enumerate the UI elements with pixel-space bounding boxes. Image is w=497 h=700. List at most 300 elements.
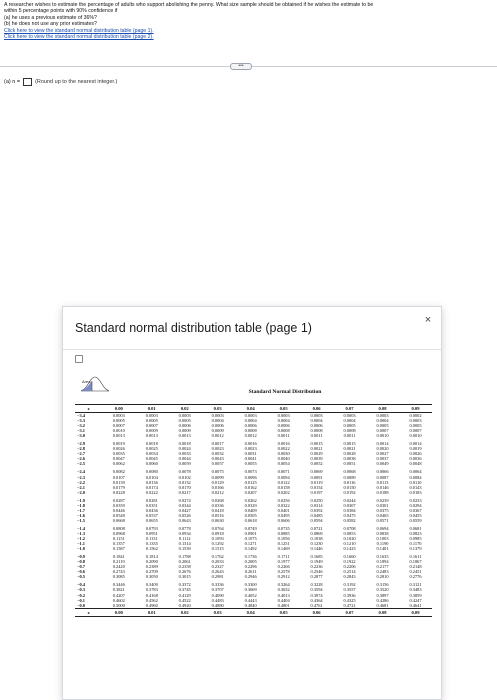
probability-cell: 0.0014 — [409, 441, 422, 447]
column-header: 0.07 — [333, 405, 366, 413]
probability-cell: 0.0002 — [409, 413, 422, 418]
probability-cell: 0.3520 — [376, 587, 389, 593]
probability-cell: 0.0016 — [277, 441, 290, 447]
probability-cell: 0.0359 — [112, 502, 125, 508]
probability-cell: 0.0217 — [178, 489, 191, 495]
probability-cell: 0.1587 — [112, 546, 125, 552]
question-line: within 5 percentage points with 90% confidence if — [4, 8, 118, 15]
probability-cell: 0.1711 — [277, 554, 290, 560]
table-row — [75, 438, 432, 446]
probability-cell: 0.0052 — [310, 461, 323, 467]
probability-cell: 0.0166 — [211, 484, 224, 490]
probability-cell: 0.0003 — [178, 413, 191, 418]
probability-cell: 0.0004 — [310, 418, 323, 424]
probability-cell: 0.0060 — [145, 461, 158, 467]
probability-cell: 0.4325 — [343, 597, 356, 603]
z-value-cell: −2.0 — [77, 489, 85, 495]
probability-cell: 0.0032 — [211, 451, 224, 457]
probability-cell: 0.0054 — [277, 461, 290, 467]
z-value-cell: −0.4 — [77, 582, 85, 588]
probability-cell: 0.0044 — [178, 456, 191, 462]
probability-cell: 0.0064 — [409, 469, 422, 475]
z-value-cell: −1.2 — [77, 536, 85, 542]
probability-cell: 0.0129 — [211, 479, 224, 485]
probability-cell: 0.3859 — [409, 592, 422, 598]
question-line: A researcher wishes to estimate the percentage of adults who support abolishing the penny. What size sample should be obtained if he wishes the estimate to be — [4, 2, 374, 8]
probability-cell: 0.0082 — [112, 469, 125, 475]
probability-cell: 0.2611 — [244, 569, 257, 575]
probability-cell: 0.2389 — [145, 564, 158, 570]
probability-cell: 0.3156 — [376, 582, 389, 588]
probability-cell: 0.3228 — [310, 582, 323, 588]
probability-cell: 0.0087 — [376, 474, 389, 480]
probability-cell: 0.0005 — [376, 423, 389, 429]
probability-cell: 0.0427 — [178, 507, 191, 513]
probability-cell: 0.0136 — [145, 479, 158, 485]
probability-cell: 0.3121 — [409, 582, 422, 588]
probability-cell: 0.3783 — [145, 587, 158, 593]
probability-cell: 0.1131 — [145, 536, 158, 542]
z-value-cell: −0.1 — [77, 597, 85, 603]
probability-cell: 0.1894 — [376, 559, 389, 565]
probability-cell: 0.4602 — [112, 597, 125, 603]
probability-cell: 0.0918 — [211, 530, 224, 536]
answer-input[interactable] — [23, 78, 32, 86]
probability-cell: 0.4721 — [343, 602, 356, 608]
probability-cell: 0.0069 — [310, 469, 323, 475]
column-header: 0.03 — [201, 608, 234, 616]
column-header: 0.06 — [300, 608, 333, 616]
probability-cell: 0.1539 — [178, 546, 191, 552]
probability-cell: 0.0004 — [244, 418, 257, 424]
probability-cell: 0.0075 — [211, 469, 224, 475]
probability-cell: 0.0212 — [211, 489, 224, 495]
probability-cell: 0.4960 — [145, 602, 158, 608]
probability-cell: 0.0003 — [376, 413, 389, 418]
probability-cell: 0.4920 — [178, 602, 191, 608]
z-table — [75, 404, 432, 617]
probability-cell: 0.1210 — [343, 541, 356, 547]
probability-cell: 0.4483 — [211, 597, 224, 603]
probability-cell: 0.0281 — [145, 497, 158, 503]
probability-cell: 0.0329 — [244, 502, 257, 508]
question-line: (b) he does not use any prior estimates? — [4, 21, 97, 28]
probability-cell: 0.4247 — [409, 597, 422, 603]
probability-cell: 0.3264 — [277, 582, 290, 588]
probability-cell: 0.2843 — [343, 574, 356, 580]
column-header: 0.07 — [333, 608, 366, 616]
probability-cell: 0.0012 — [211, 433, 224, 439]
probability-cell: 0.0084 — [409, 474, 422, 480]
probability-cell: 0.3594 — [310, 587, 323, 593]
probability-cell: 0.2206 — [343, 564, 356, 570]
probability-cell: 0.1335 — [145, 541, 158, 547]
probability-cell: 0.0007 — [145, 423, 158, 429]
probability-cell: 0.0034 — [145, 451, 158, 457]
probability-cell: 0.0793 — [145, 525, 158, 531]
probability-cell: 0.2546 — [310, 569, 323, 575]
probability-cell: 0.0630 — [211, 517, 224, 523]
probability-cell: 0.0073 — [244, 469, 257, 475]
probability-cell: 0.0256 — [277, 497, 290, 503]
probability-cell: 0.4562 — [145, 597, 158, 603]
probability-cell: 0.0003 — [409, 418, 422, 424]
bell-curve-icon — [81, 375, 109, 393]
z-value-cell: −0.5 — [77, 574, 85, 580]
z-value-cell: −1.5 — [77, 517, 85, 523]
z-value-cell: −0.9 — [77, 554, 85, 560]
probability-cell: 0.0080 — [145, 469, 158, 475]
probability-cell: 0.0039 — [310, 456, 323, 462]
probability-cell: 0.0005 — [145, 418, 158, 424]
table-row — [75, 523, 432, 531]
probability-cell: 0.0838 — [376, 530, 389, 536]
probability-cell: 0.0003 — [244, 413, 257, 418]
probability-cell: 0.0051 — [343, 461, 356, 467]
probability-cell: 0.0096 — [244, 474, 257, 480]
probability-cell: 0.0030 — [277, 451, 290, 457]
probability-cell: 0.0618 — [244, 517, 257, 523]
probability-cell: 0.0018 — [178, 441, 191, 447]
probability-cell: 0.1271 — [244, 541, 257, 547]
probability-cell: 0.0409 — [244, 507, 257, 513]
probability-cell: 0.0099 — [211, 474, 224, 480]
probability-cell: 0.5000 — [112, 602, 125, 608]
probability-cell: 0.3745 — [178, 587, 191, 593]
answer-hint: (Round up to the nearest integer.) — [35, 79, 118, 85]
probability-cell: 0.0094 — [277, 474, 290, 480]
probability-cell: 0.0008 — [343, 428, 356, 434]
probability-cell: 0.1446 — [310, 546, 323, 552]
probability-cell: 0.0009 — [145, 428, 158, 434]
column-header: 0.08 — [366, 608, 399, 616]
probability-cell: 0.2709 — [145, 569, 158, 575]
probability-cell: 0.3336 — [211, 582, 224, 588]
probability-cell: 0.1515 — [211, 546, 224, 552]
probability-cell: 0.0262 — [244, 497, 257, 503]
probability-cell: 0.0029 — [310, 451, 323, 457]
probability-cell: 0.4801 — [277, 602, 290, 608]
probability-cell: 0.0005 — [178, 418, 191, 424]
column-header: 0.04 — [234, 405, 267, 413]
probability-cell: 0.2946 — [244, 574, 257, 580]
z-value-cell: −2.3 — [77, 474, 85, 480]
probability-cell: 0.1611 — [409, 554, 422, 560]
table-row — [75, 495, 432, 503]
probability-cell: 0.1685 — [310, 554, 323, 560]
z-value-cell: −1.4 — [77, 525, 85, 531]
probability-cell: 0.2148 — [409, 564, 422, 570]
probability-cell: 0.0023 — [211, 446, 224, 452]
probability-cell: 0.0351 — [145, 502, 158, 508]
probability-cell: 0.3557 — [343, 587, 356, 593]
z-value-cell: −1.1 — [77, 541, 85, 547]
probability-cell: 0.0287 — [112, 497, 125, 503]
probability-cell: 0.0322 — [277, 502, 290, 508]
column-header: 0.06 — [300, 405, 333, 413]
z-value-cell: −3.2 — [77, 423, 85, 429]
probability-cell: 0.0643 — [178, 517, 191, 523]
probability-cell: 0.0021 — [310, 446, 323, 452]
probability-cell: 0.0446 — [112, 507, 125, 513]
probability-cell: 0.1762 — [211, 554, 224, 560]
probability-cell: 0.0968 — [112, 530, 125, 536]
table-row — [75, 466, 432, 474]
probability-cell: 0.0015 — [310, 441, 323, 447]
probability-cell: 0.0033 — [178, 451, 191, 457]
probability-cell: 0.1814 — [145, 554, 158, 560]
probability-cell: 0.1469 — [277, 546, 290, 552]
probability-cell: 0.4880 — [211, 602, 224, 608]
probability-cell: 0.0485 — [310, 512, 323, 518]
probability-cell: 0.0122 — [277, 479, 290, 485]
probability-cell: 0.1314 — [178, 541, 191, 547]
probability-cell: 0.0594 — [310, 517, 323, 523]
probability-cell: 0.0005 — [343, 423, 356, 429]
z-value-cell: −1.8 — [77, 502, 85, 508]
probability-cell: 0.2327 — [211, 564, 224, 570]
probability-cell: 0.0158 — [277, 484, 290, 490]
probability-cell: 0.0571 — [376, 517, 389, 523]
probability-cell: 0.0028 — [343, 451, 356, 457]
column-header: 0.08 — [366, 405, 399, 413]
probability-cell: 0.0606 — [277, 517, 290, 523]
answer-row — [4, 78, 117, 86]
probability-cell: 0.3015 — [178, 574, 191, 580]
probability-cell: 0.0055 — [244, 461, 257, 467]
probability-cell: 0.0110 — [409, 479, 422, 485]
probability-cell: 0.4052 — [244, 592, 257, 598]
probability-cell: 0.3936 — [343, 592, 356, 598]
probability-cell: 0.1093 — [211, 536, 224, 542]
probability-cell: 0.0010 — [112, 428, 125, 434]
probability-cell: 0.2877 — [310, 574, 323, 580]
probability-cell: 0.0007 — [112, 423, 125, 429]
probability-cell: 0.0116 — [343, 479, 356, 485]
probability-cell: 0.4761 — [310, 602, 323, 608]
probability-cell: 0.0062 — [112, 461, 125, 467]
expand-handle-button[interactable]: ••• — [230, 63, 252, 70]
probability-cell: 0.0170 — [178, 484, 191, 490]
probability-cell: 0.0233 — [409, 497, 422, 503]
probability-cell: 0.0384 — [343, 507, 356, 513]
probability-cell: 0.0003 — [343, 413, 356, 418]
probability-cell: 0.3446 — [112, 582, 125, 588]
probability-cell: 0.0025 — [145, 446, 158, 452]
probability-cell: 0.1922 — [343, 559, 356, 565]
probability-cell: 0.0336 — [211, 502, 224, 508]
z-value-cell: −2.8 — [77, 446, 85, 452]
z-value-cell: −2.1 — [77, 484, 85, 490]
probability-cell: 0.1660 — [343, 554, 356, 560]
probability-cell: 0.0418 — [211, 507, 224, 513]
probability-cell: 0.0041 — [244, 456, 257, 462]
probability-cell: 0.0367 — [409, 507, 422, 513]
probability-cell: 0.4129 — [178, 592, 191, 598]
probability-cell: 0.2514 — [343, 569, 356, 575]
probability-cell: 0.0188 — [376, 489, 389, 495]
probability-cell: 0.0119 — [310, 479, 323, 485]
table-row — [75, 551, 432, 559]
probability-cell: 0.0250 — [310, 497, 323, 503]
probability-cell: 0.3372 — [178, 582, 191, 588]
z-value-cell: −0.2 — [77, 592, 85, 598]
probability-cell: 0.0068 — [343, 469, 356, 475]
probability-cell: 0.1492 — [244, 546, 257, 552]
probability-cell: 0.0475 — [343, 512, 356, 518]
probability-cell: 0.0154 — [310, 484, 323, 490]
column-header: 0.02 — [168, 608, 201, 616]
question-text — [4, 2, 494, 40]
probability-cell: 0.0006 — [310, 423, 323, 429]
probability-cell: 0.0174 — [145, 484, 158, 490]
probability-cell: 0.0011 — [343, 433, 356, 439]
probability-cell: 0.0749 — [244, 525, 257, 531]
z-value-cell: −3.0 — [77, 433, 85, 439]
probability-cell: 0.0048 — [409, 461, 422, 467]
probability-cell: 0.0548 — [112, 512, 125, 518]
probability-cell: 0.0020 — [376, 446, 389, 452]
probability-cell: 0.4522 — [178, 597, 191, 603]
probability-cell: 0.0708 — [343, 525, 356, 531]
area-label: Area — [82, 379, 91, 384]
probability-cell: 0.2483 — [376, 569, 389, 575]
probability-cell: 0.0885 — [277, 530, 290, 536]
column-header: 0.00 — [102, 405, 135, 413]
column-header: 0.05 — [267, 608, 300, 616]
probability-cell: 0.0027 — [376, 451, 389, 457]
probability-cell: 0.0307 — [343, 502, 356, 508]
probability-cell: 0.2119 — [112, 559, 125, 565]
probability-cell: 0.0104 — [145, 474, 158, 480]
probability-cell: 0.1357 — [112, 541, 125, 547]
probability-cell: 0.0006 — [244, 423, 257, 429]
probability-cell: 0.0375 — [376, 507, 389, 513]
probability-cell: 0.0026 — [112, 446, 125, 452]
probability-cell: 0.4641 — [409, 602, 422, 608]
probability-cell: 0.1020 — [343, 536, 356, 542]
probability-cell: 0.0401 — [277, 507, 290, 513]
probability-cell: 0.0008 — [244, 428, 257, 434]
probability-cell: 0.0222 — [145, 489, 158, 495]
z-value-cell: −2.2 — [77, 479, 85, 485]
probability-cell: 0.0040 — [277, 456, 290, 462]
probability-cell: 0.0869 — [310, 530, 323, 536]
probability-cell: 0.0183 — [409, 489, 422, 495]
probability-cell: 0.0113 — [376, 479, 389, 485]
normal-table-image — [75, 355, 432, 695]
probability-cell: 0.0016 — [244, 441, 257, 447]
probability-cell: 0.0035 — [112, 451, 125, 457]
z-value-cell: −2.9 — [77, 441, 85, 447]
probability-cell: 0.4443 — [244, 597, 257, 603]
probability-cell: 0.0066 — [376, 469, 389, 475]
probability-cell: 0.0202 — [277, 489, 290, 495]
probability-cell: 0.0721 — [310, 525, 323, 531]
table-page2-link[interactable]: Click here to view the standard normal distribution table (page 2). — [4, 34, 154, 41]
probability-cell: 0.2810 — [376, 574, 389, 580]
table-page1-link[interactable]: Click here to view the standard normal distribution table (page 1). — [4, 27, 154, 34]
probability-cell: 0.0853 — [343, 530, 356, 536]
probability-cell: 0.0197 — [310, 489, 323, 495]
answer-label: (a) n = — [4, 79, 21, 85]
probability-cell: 0.2776 — [409, 574, 422, 580]
z-value-cell: −2.6 — [77, 456, 85, 462]
probability-cell: 0.1151 — [112, 536, 125, 542]
probability-cell: 0.0668 — [112, 517, 125, 523]
probability-cell: 0.0004 — [277, 418, 290, 424]
probability-cell: 0.2266 — [277, 564, 290, 570]
question-line: (a) he uses a previous estimate of 36%? — [4, 14, 97, 21]
probability-cell: 0.2061 — [178, 559, 191, 565]
probability-cell: 0.2005 — [244, 559, 257, 565]
probability-cell: 0.0059 — [178, 461, 191, 467]
probability-cell: 0.0017 — [211, 441, 224, 447]
probability-cell: 0.4207 — [112, 592, 125, 598]
probability-cell: 0.0013 — [145, 433, 158, 439]
probability-cell: 0.0143 — [409, 484, 422, 490]
probability-cell: 0.3192 — [343, 582, 356, 588]
column-header: 0.04 — [234, 608, 267, 616]
probability-cell: 0.0516 — [211, 512, 224, 518]
probability-cell: 0.1112 — [178, 536, 191, 542]
table-title: Standard Normal Distribution — [248, 389, 322, 395]
probability-cell: 0.0132 — [178, 479, 191, 485]
probability-cell: 0.1379 — [409, 546, 422, 552]
probability-cell: 0.0091 — [310, 474, 323, 480]
probability-cell: 0.3050 — [145, 574, 158, 580]
probability-cell: 0.3707 — [211, 587, 224, 593]
probability-cell: 0.2358 — [178, 564, 191, 570]
probability-cell: 0.3300 — [244, 582, 257, 588]
probability-cell: 0.1190 — [376, 541, 389, 547]
probability-cell: 0.0526 — [178, 512, 191, 518]
probability-cell: 0.2177 — [376, 564, 389, 570]
probability-cell: 0.0681 — [409, 525, 422, 531]
probability-cell: 0.4013 — [277, 592, 290, 598]
probability-cell: 0.0274 — [178, 497, 191, 503]
divider — [63, 349, 441, 350]
z-value-cell: −3.3 — [77, 418, 85, 424]
probability-cell: 0.0004 — [376, 418, 389, 424]
probability-cell: 0.0021 — [343, 446, 356, 452]
probability-cell: 0.2981 — [211, 574, 224, 580]
probability-cell: 0.0047 — [112, 456, 125, 462]
z-column-header: z — [75, 608, 102, 616]
probability-cell: 0.0011 — [310, 433, 323, 439]
probability-cell: 0.0018 — [145, 441, 158, 447]
probability-cell: 0.2090 — [145, 559, 158, 565]
probability-cell: 0.1038 — [310, 536, 323, 542]
dialog-title: Standard normal distribution table (page 1) — [75, 321, 312, 335]
probability-cell: 0.0764 — [211, 525, 224, 531]
probability-cell: 0.2296 — [244, 564, 257, 570]
probability-cell: 0.0244 — [343, 497, 356, 503]
probability-cell: 0.1170 — [409, 541, 422, 547]
probability-cell: 0.0455 — [409, 512, 422, 518]
probability-cell: 0.0010 — [409, 433, 422, 439]
probability-cell: 0.0012 — [244, 433, 257, 439]
probability-cell: 0.0013 — [112, 433, 125, 439]
probability-cell: 0.2451 — [409, 569, 422, 575]
probability-cell: 0.0013 — [178, 433, 191, 439]
probability-cell: 0.3632 — [277, 587, 290, 593]
probability-cell: 0.0019 — [409, 446, 422, 452]
column-header: 0.05 — [267, 405, 300, 413]
probability-cell: 0.1003 — [376, 536, 389, 542]
close-icon[interactable]: × — [424, 314, 432, 326]
probability-cell: 0.4404 — [277, 597, 290, 603]
